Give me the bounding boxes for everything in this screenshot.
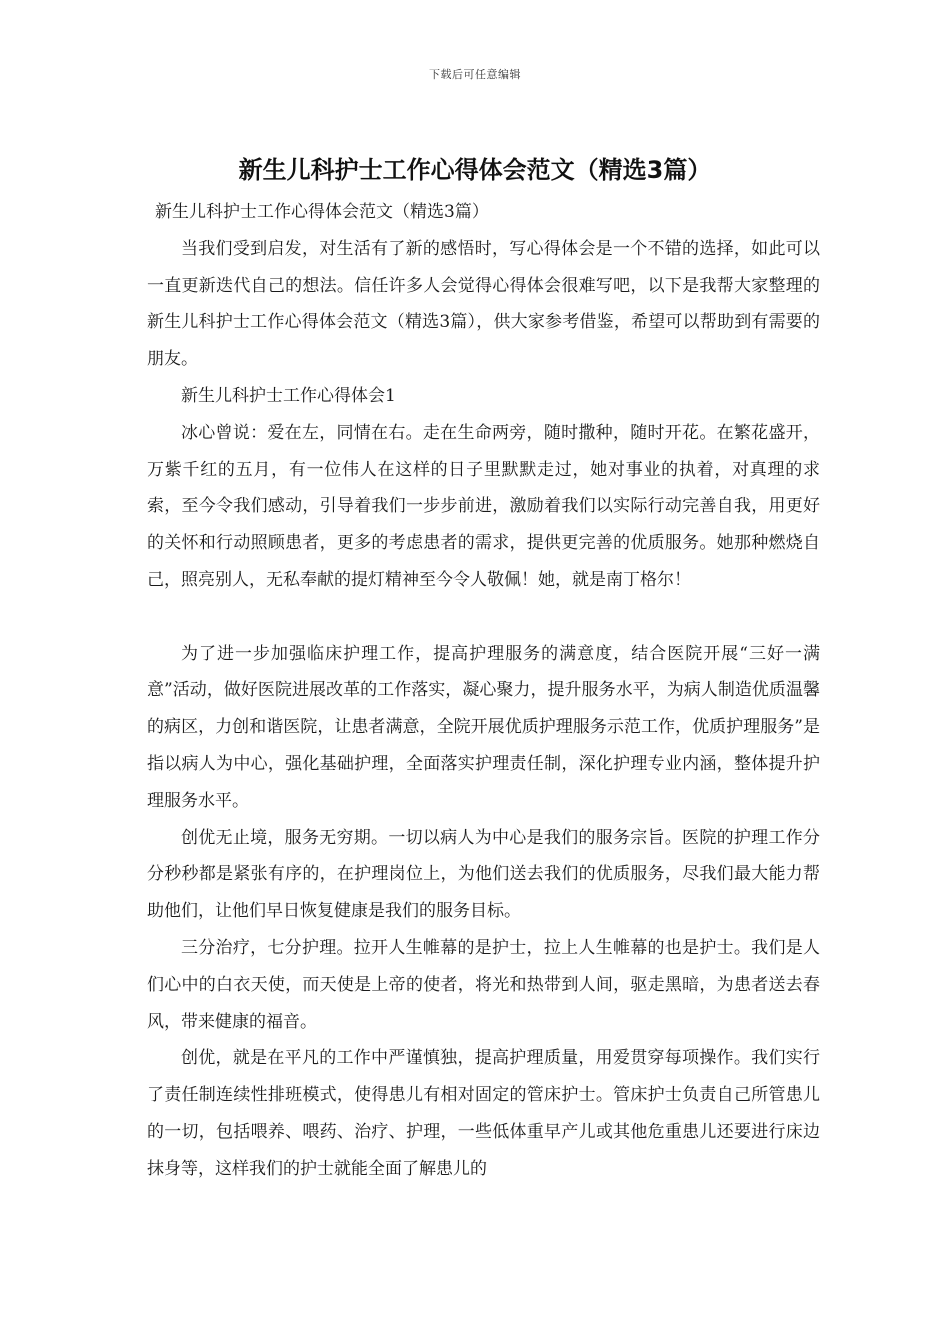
body-paragraph: 三分治疗，七分护理。拉开人生帷幕的是护士，拉上人生帷幕的也是护士。我们是人们心中的白衣天使，而天使是上帝的使者，将光和热带到人间，驱走黑暗，为患者送去春风，带来健康的福音。	[147, 937, 820, 1032]
body-paragraph: 为了进一步加强临床护理工作，提高护理服务的满意度，结合医院开展“三好一满意”活动，做好医院进展改革的工作落实，凝心聚力，提升服务水平，为病人制造优质温馨的病区，力创和谐医院，让患者满意，全院开展优质护理服务示范工作，优质护理服务”是指以病人为中心，强化基础护理，全面落实护理责任制，深化护理专业内涵，整体提升护理服务水平。	[147, 643, 820, 811]
body-paragraph: 冰心曾说：爱在左，同情在右。走在生命两旁，随时撒种，随时开花。在繁花盛开，万紫千红的五月，有一位伟人在这样的日子里默默走过，她对事业的执着，对真理的求索，至今令我们感动，引导着我们一步步前进，激励着我们以实际行动完善自我，用更好的关怀和行动照顾患者，更多的考虑患者的需求，提供更完善的优质服务。她那种燃烧自己，照亮别人，无私奉献的提灯精神至今令人敬佩！她，就是南丁格尔！	[147, 422, 820, 590]
document-subtitle: 新生儿科护士工作心得体会范文（精选3篇）	[155, 202, 489, 222]
blank-line	[147, 599, 820, 636]
document-body	[147, 194, 820, 1188]
body-paragraph: 创优，就是在平凡的工作中严谨慎独，提高护理质量，用爱贯穿每项操作。我们实行了责任制连续性排班模式，使得患儿有相对固定的管床护士。管床护士负责自己所管患儿的一切，包括喂养、喂药、治疗、护理，一些低体重早产儿或其他危重患儿还要进行床边抹身等，这样我们的护士就能全面了解患儿的	[147, 1048, 820, 1179]
body-paragraph: 创优无止境，服务无穷期。一切以病人为中心是我们的服务宗旨。医院的护理工作分分秒秒都是紧张有序的，在护理岗位上，为他们送去我们的优质服务，尽我们最大能力帮助他们，让他们早日恢复健康是我们的服务目标。	[147, 827, 820, 922]
intro-paragraph: 当我们受到启发，对生活有了新的感悟时，写心得体会是一个不错的选择，如此可以一直更新迭代自己的想法。信任许多人会觉得心得体会很难写吧，以下是我帮大家整理的新生儿科护士工作心得体会范文（精选3篇），供大家参考借鉴，希望可以帮助到有需要的朋友。	[147, 238, 820, 370]
section-heading-1: 新生儿科护士工作心得体会1	[181, 385, 396, 406]
page-header-note: 下载后可任意编辑	[429, 68, 521, 81]
document-title: 新生儿科护士工作心得体会范文（精选3篇）	[238, 156, 712, 184]
